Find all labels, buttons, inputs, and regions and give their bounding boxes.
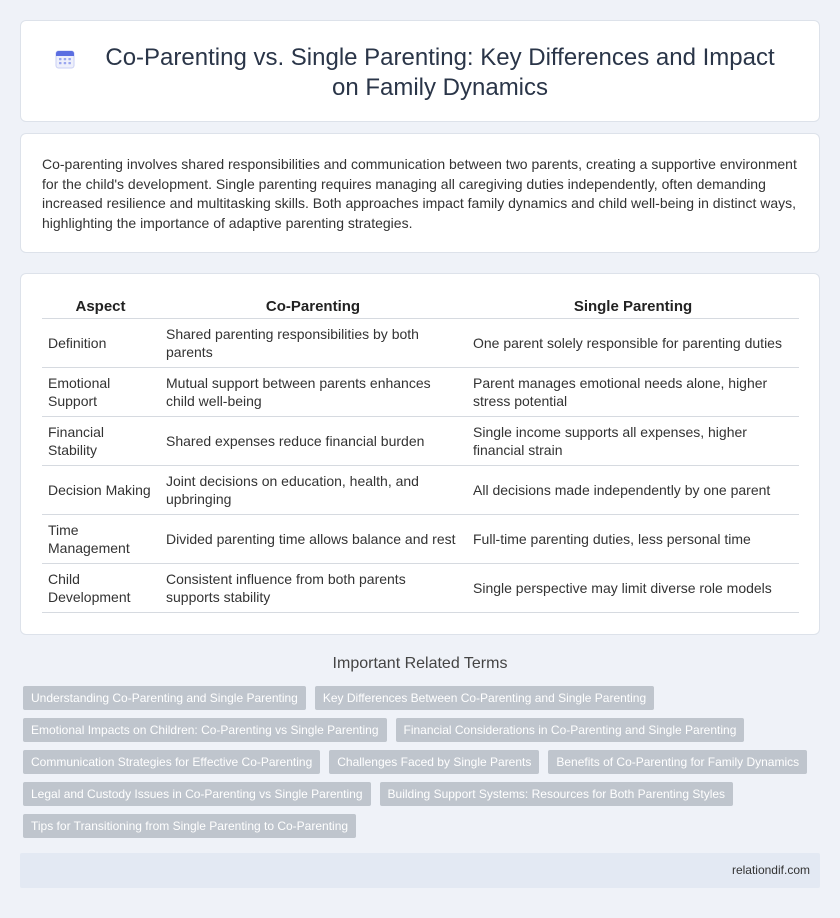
single-parenting-cell: All decisions made independently by one parent [467, 465, 799, 514]
header-co-parenting: Co-Parenting [159, 296, 467, 318]
related-term-tag[interactable]: Emotional Impacts on Children: Co-Parenting vs Single Parenting [23, 718, 387, 742]
comparison-card [20, 273, 820, 635]
related-term-tag[interactable]: Communication Strategies for Effective Co-Parenting [23, 750, 320, 774]
title-card [20, 20, 820, 122]
co-parenting-cell: Mutual support between parents enhances child well-being [159, 367, 467, 416]
footer-site-link[interactable]: relationdif.com [731, 863, 810, 877]
co-parenting-cell: Joint decisions on education, health, and upbringing [159, 465, 467, 514]
aspect-cell: Decision Making [42, 465, 159, 514]
co-parenting-cell: Shared parenting responsibilities by both parents [159, 318, 467, 367]
tag-row [23, 718, 823, 742]
aspect-cell: Financial Stability [42, 416, 159, 465]
co-parenting-cell: Shared expenses reduce financial burden [159, 416, 467, 465]
footer [20, 853, 820, 888]
aspect-cell: Definition [42, 318, 159, 367]
comparison-table [42, 296, 799, 613]
related-terms-heading: Important Related Terms [332, 655, 508, 672]
intro-card [20, 133, 820, 253]
table-row [42, 416, 799, 465]
related-term-tag[interactable]: Building Support Systems: Resources for Both Parenting Styles [380, 782, 734, 806]
table-row [42, 465, 799, 514]
co-parenting-cell: Consistent influence from both parents supports stability [159, 563, 467, 612]
tag-row [23, 782, 823, 806]
related-term-tag[interactable]: Benefits of Co-Parenting for Family Dynamics [548, 750, 807, 774]
co-parenting-cell: Divided parenting time allows balance and rest [159, 514, 467, 563]
tag-row [23, 686, 823, 710]
aspect-cell: Child Development [42, 563, 159, 612]
aspect-cell: Emotional Support [42, 367, 159, 416]
table-row [42, 563, 799, 612]
header-aspect: Aspect [42, 296, 159, 318]
intro-paragraph: Co-parenting involves shared responsibilities and communication between two parents, creating a supportive environment for the child's development. Single parenting requires managing all caregiving duties independently, often demanding increased resilience and multitasking skills. Both approaches impact family dynamics and child well-being in distinct ways, highlighting the importance of adaptive parenting strategies. [42, 156, 797, 231]
related-terms-list [23, 686, 823, 846]
related-term-tag[interactable]: Understanding Co-Parenting and Single Parenting [23, 686, 306, 710]
table-row [42, 514, 799, 563]
related-term-tag[interactable]: Challenges Faced by Single Parents [329, 750, 539, 774]
single-parenting-cell: Single income supports all expenses, higher financial strain [467, 416, 799, 465]
related-term-tag[interactable]: Tips for Transitioning from Single Parenting to Co-Parenting [23, 814, 356, 838]
table-header-row [42, 296, 799, 318]
aspect-cell: Time Management [42, 514, 159, 563]
related-term-tag[interactable]: Financial Considerations in Co-Parenting and Single Parenting [396, 718, 745, 742]
single-parenting-cell: Parent manages emotional needs alone, higher stress potential [467, 367, 799, 416]
single-parenting-cell: Full-time parenting duties, less personal time [467, 514, 799, 563]
table-row [42, 367, 799, 416]
tag-row [23, 750, 823, 774]
single-parenting-cell: Single perspective may limit diverse role models [467, 563, 799, 612]
related-term-tag[interactable]: Legal and Custody Issues in Co-Parenting vs Single Parenting [23, 782, 371, 806]
single-parenting-cell: One parent solely responsible for parenting duties [467, 318, 799, 367]
page-title: Co-Parenting vs. Single Parenting: Key Differences and Impact on Family Dynamics [105, 44, 775, 101]
header-single-parenting: Single Parenting [467, 296, 799, 318]
table-row [42, 318, 799, 367]
related-term-tag[interactable]: Key Differences Between Co-Parenting and Single Parenting [315, 686, 654, 710]
tag-row [23, 814, 823, 838]
